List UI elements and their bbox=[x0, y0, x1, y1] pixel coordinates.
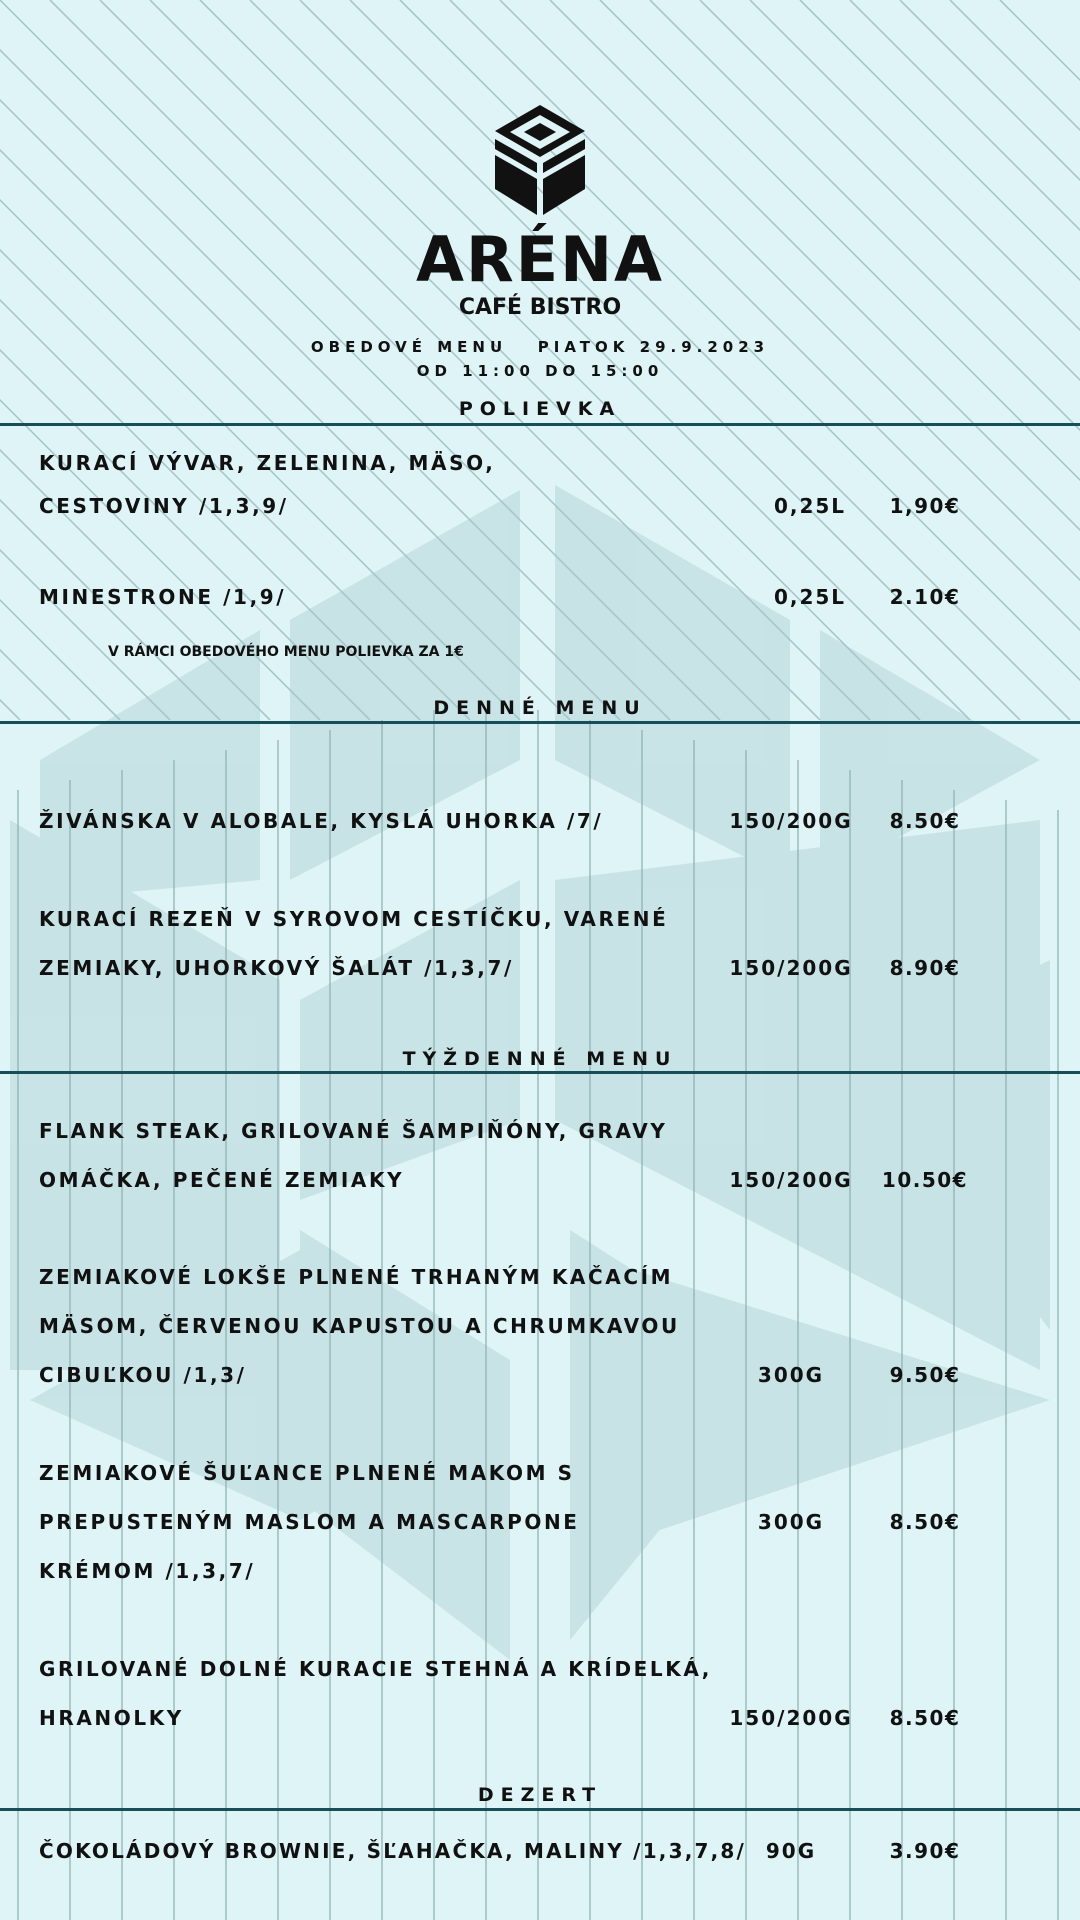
item-portion: 150/200G bbox=[729, 1706, 853, 1730]
item-price: 8.50€ bbox=[889, 809, 961, 833]
item-name-line: CIBUĽKOU /1,3/ bbox=[39, 1363, 247, 1387]
item-price: 8.90€ bbox=[889, 956, 961, 980]
item-name-line: KRÉMOM /1,3,7/ bbox=[39, 1559, 256, 1583]
item-price: 10.50€ bbox=[881, 1168, 969, 1192]
item-price: 3.90€ bbox=[889, 1839, 961, 1863]
item-portion: 300G bbox=[757, 1363, 825, 1387]
item-name-line: ŽIVÁNSKA V ALOBALE, KYSLÁ UHORKA /7/ bbox=[39, 809, 604, 833]
section-divider bbox=[0, 1071, 1080, 1074]
item-price: 8.50€ bbox=[889, 1706, 961, 1730]
section-divider bbox=[0, 721, 1080, 724]
section-divider bbox=[0, 1808, 1080, 1811]
item-name-line: FLANK STEAK, GRILOVANÉ ŠAMPIŇÓNY, GRAVY bbox=[39, 1119, 668, 1143]
brand-name: ARÉNA bbox=[416, 223, 664, 296]
brand-subtitle: CAFÉ BISTRO bbox=[458, 295, 622, 320]
item-portion: 150/200G bbox=[729, 956, 853, 980]
item-name-line: KURACÍ VÝVAR, ZELENINA, MÄSO, bbox=[39, 451, 496, 475]
item-portion: 150/200G bbox=[729, 1168, 853, 1192]
item-name-line: ZEMIAKOVÉ LOKŠE PLNENÉ TRHANÝM KAČACÍM bbox=[39, 1265, 674, 1289]
item-price: 1,90€ bbox=[889, 494, 961, 518]
menu-hours: OD 11:00 DO 15:00 bbox=[416, 362, 664, 380]
item-name-line: PREPUSTENÝM MASLOM A MASCARPONE bbox=[39, 1510, 580, 1534]
item-price: 2.10€ bbox=[889, 585, 961, 609]
item-price: 9.50€ bbox=[889, 1363, 961, 1387]
item-name-line: OMÁČKA, PEČENÉ ZEMIAKY bbox=[39, 1168, 405, 1192]
item-portion: 150/200G bbox=[729, 809, 853, 833]
item-portion: 90G bbox=[765, 1839, 817, 1863]
section-title-soup: POLIEVKA bbox=[458, 398, 622, 420]
item-name-line: GRILOVANÉ DOLNÉ KURACIE STEHNÁ A KRÍDELKÁ, bbox=[39, 1657, 712, 1681]
section-title-dessert: DEZERT bbox=[477, 1784, 603, 1806]
item-name-line: ZEMIAKY, UHORKOVÝ ŠALÁT /1,3,7/ bbox=[39, 956, 514, 980]
item-name-line: CESTOVINY /1,3,9/ bbox=[39, 494, 289, 518]
soup-note: V RÁMCI OBEDOVÉHO MENU POLIEVKA ZA 1€ bbox=[108, 644, 464, 660]
cube-logo-icon bbox=[490, 105, 590, 215]
item-name-line: MINESTRONE /1,9/ bbox=[39, 585, 287, 609]
item-name-line: KURACÍ REZEŇ V SYROVOM CESTÍČKU, VARENÉ bbox=[39, 907, 669, 931]
item-portion: 300G bbox=[757, 1510, 825, 1534]
item-name-line: ČOKOLÁDOVÝ BROWNIE, ŠĽAHAČKA, MALINY /1,3,7,8/ bbox=[39, 1839, 747, 1863]
item-name-line: HRANOLKY bbox=[39, 1706, 184, 1730]
section-divider bbox=[0, 423, 1080, 426]
section-title-weekly: TÝŽDENNÉ MENU bbox=[402, 1048, 678, 1070]
item-name-line: MÄSOM, ČERVENOU KAPUSTOU A CHRUMKAVOU bbox=[39, 1314, 680, 1338]
item-name-line: ZEMIAKOVÉ ŠUĽANCE PLNENÉ MAKOM S bbox=[39, 1461, 575, 1485]
menu-date-header: OBEDOVÉ MENU PIATOK 29.9.2023 bbox=[310, 338, 770, 356]
item-portion: 0,25L bbox=[773, 494, 847, 518]
item-price: 8.50€ bbox=[889, 1510, 961, 1534]
section-title-daily: DENNÉ MENU bbox=[433, 697, 647, 719]
item-portion: 0,25L bbox=[773, 585, 847, 609]
